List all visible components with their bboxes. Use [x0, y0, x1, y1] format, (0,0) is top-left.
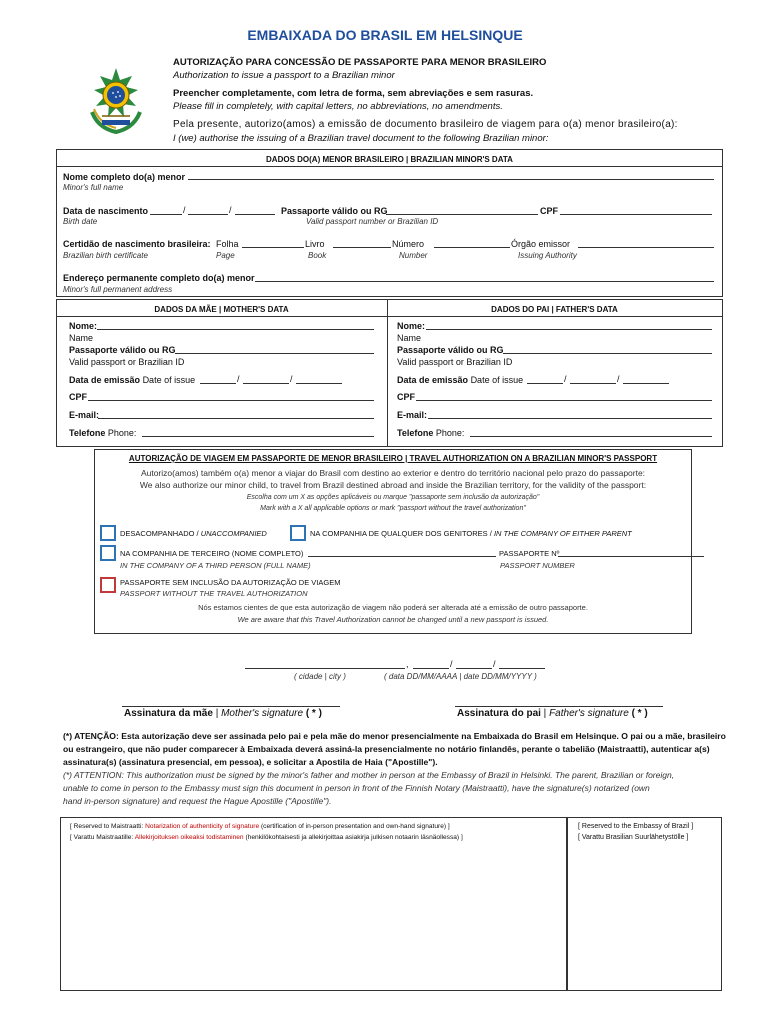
father-phone-field[interactable]	[470, 436, 712, 437]
minor-name-label-en: Minor's full name	[63, 183, 124, 192]
mother-section-title: DADOS DA MÃE | MOTHER'S DATA	[154, 305, 289, 314]
birth-year-field[interactable]	[235, 214, 275, 215]
cert-book-field[interactable]	[333, 247, 391, 248]
cert-authority-field[interactable]	[578, 247, 714, 248]
instructions-en: Please fill in completely, with capital letters, no abbreviations, no amendments.	[173, 101, 503, 112]
minor-cpf-field[interactable]	[560, 214, 712, 215]
intro-en: I (we) authorise the issuing of a Brazilian travel document to the following Brazilian minor:	[173, 133, 549, 144]
birth-day-field[interactable]	[150, 214, 182, 215]
mother-issue-day-field[interactable]	[200, 383, 236, 384]
instructions-pt: Preencher completamente, com letra de forma, sem abreviações e sem rasuras.	[173, 88, 534, 99]
minor-address-field[interactable]	[255, 281, 714, 282]
brazil-coat-of-arms-icon	[78, 62, 154, 138]
third-person-name-field[interactable]	[308, 556, 496, 557]
father-cpf-field[interactable]	[416, 400, 712, 401]
date-year-field[interactable]	[499, 668, 545, 669]
minor-address-label: Endereço permanente completo do(a) menor	[63, 273, 255, 283]
attention-en-line3: hand in-person signature) and request the Hague Apostille ("Apostille").	[63, 796, 332, 806]
birth-certificate-label: Certidão de nascimento brasileira:	[63, 239, 211, 249]
cert-number-field[interactable]	[434, 247, 510, 248]
father-name-field[interactable]	[426, 329, 712, 330]
attention-en-line1: (*) ATTENTION: This authorization must be signed by the minor's father and mother in person at the Embassy of Brazil in Helsinki. The parent, Brazilian or foreign,	[63, 770, 675, 780]
subtitle-en: Authorization to issue a passport to a Brazilian minor	[173, 70, 395, 81]
mother-email-field[interactable]	[98, 418, 374, 419]
mother-issue-year-field[interactable]	[296, 383, 342, 384]
attention-pt-line2: ou estrangeiro, que não puder comparecer à Embaixada deverá assiná-la presencialmente no notário finlandês, perante o tabelião (Maistraatti), autenticar a(s)	[63, 744, 710, 754]
date-month-field[interactable]	[456, 668, 492, 669]
minor-name-field[interactable]	[188, 179, 714, 180]
minor-passport-label: Passaporte válido ou RG	[281, 206, 388, 216]
mother-cpf-field[interactable]	[88, 400, 374, 401]
third-person-checkbox[interactable]	[100, 545, 116, 561]
unaccompanied-checkbox[interactable]	[100, 525, 116, 541]
parents-data-section	[56, 299, 723, 447]
father-email-field[interactable]	[428, 418, 712, 419]
mother-phone-field[interactable]	[142, 436, 374, 437]
father-issue-month-field[interactable]	[570, 383, 616, 384]
mother-passport-field[interactable]	[175, 353, 374, 354]
mother-name-field[interactable]	[97, 329, 374, 330]
minor-birth-label: Data de nascimento	[63, 206, 149, 216]
father-issue-year-field[interactable]	[623, 383, 669, 384]
mother-issue-month-field[interactable]	[243, 383, 289, 384]
attention-pt-line3: assinatura(s) (assinatura presencial, em pessoa), e solicitar a Apostila de Haia ("Apostille").	[63, 757, 438, 767]
attention-en-line2: unable to come in person to the Embassy must sign this document in person in front of the Finnish Notary (Maistraatti), have the signature(s) notarized (own	[63, 783, 650, 793]
city-field[interactable]	[245, 668, 405, 669]
cert-page-field[interactable]	[242, 247, 304, 248]
travel-section-title: AUTORIZAÇÃO DE VIAGEM EM PASSAPORTE DE MENOR BRASILEIRO | TRAVEL AUTHORIZATION ON A BRAZILIAN MINOR'S PASSPORT	[128, 454, 658, 463]
embassy-reserved-box	[567, 817, 722, 991]
minor-section-title: DADOS DO(A) MENOR BRASILEIRO | BRAZILIAN MINOR'S DATA	[266, 155, 513, 164]
father-issue-day-field[interactable]	[527, 383, 563, 384]
date-day-field[interactable]	[413, 668, 449, 669]
subtitle-pt: AUTORIZAÇÃO PARA CONCESSÃO DE PASSAPORTE PARA MENOR BRASILEIRO	[173, 57, 547, 68]
minor-cpf-label: CPF	[540, 206, 558, 216]
no-travel-authorization-checkbox[interactable]	[100, 577, 116, 593]
third-person-passport-field[interactable]	[558, 556, 704, 557]
father-signature-field[interactable]	[455, 706, 663, 707]
mother-signature-field[interactable]	[122, 706, 340, 707]
either-parent-checkbox[interactable]	[290, 525, 306, 541]
father-section-title: DADOS DO PAI | FATHER'S DATA	[491, 305, 618, 314]
page-title: EMBAIXADA DO BRASIL EM HELSINQUE	[247, 27, 523, 43]
minor-name-label: Nome completo do(a) menor	[63, 172, 186, 182]
attention-pt-line1: (*) ATENÇÃO: Esta autorização deve ser assinada pelo pai e pela mãe do menor presencialmente na Embaixada do Brasil em Helsinque. O pai ou a mãe, brasileiro	[63, 731, 726, 741]
father-passport-field[interactable]	[503, 353, 712, 354]
intro-pt: Pela presente, autorizo(amos) a emissão de documento brasileiro de viagem para o(a) menor brasileiro(a):	[173, 119, 678, 130]
maistraatti-reserved-box	[60, 817, 567, 991]
birth-month-field[interactable]	[188, 214, 228, 215]
minor-passport-field[interactable]	[386, 214, 538, 215]
